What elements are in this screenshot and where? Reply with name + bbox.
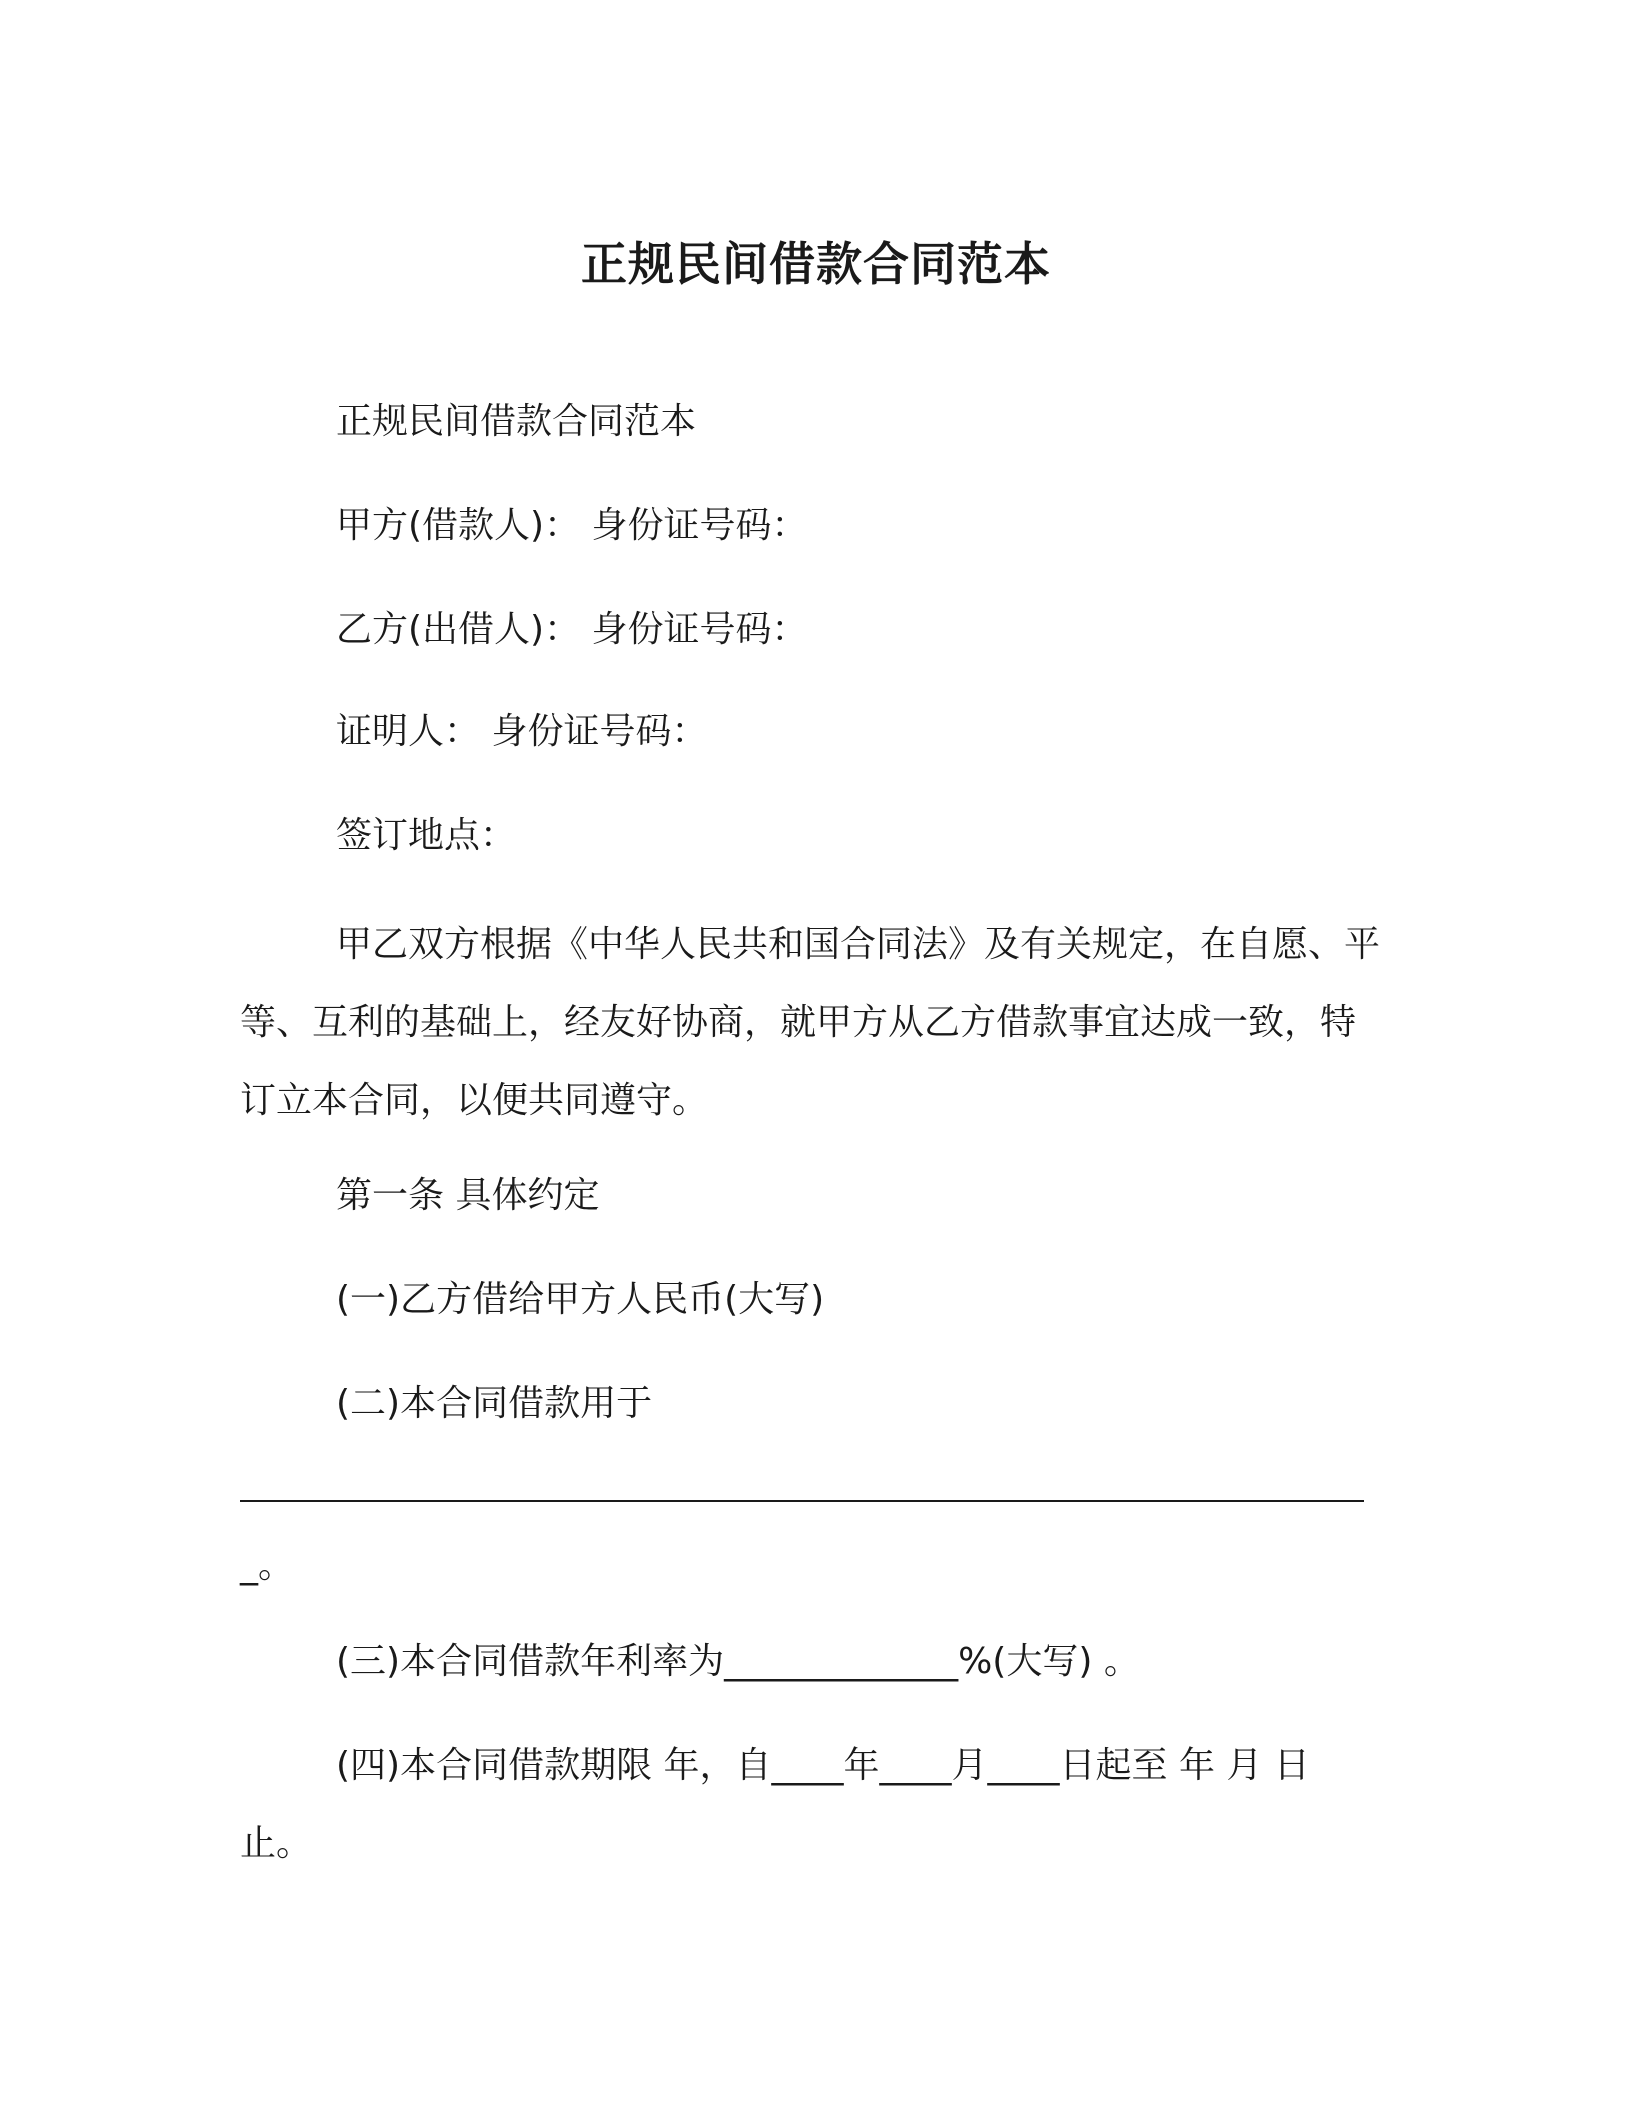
clause-3: (三)本合同借款年利率为_____________%(大写) 。 (336, 1641, 1140, 1682)
document-subtitle: 正规民间借款合同范本 (336, 401, 697, 442)
article-1-heading: 第一条 具体约定 (336, 1175, 600, 1216)
preamble-paragraph: 甲乙双方根据《中华人民共和国合同法》及有关规定，在自愿、平等、互利的基础上，经友好协商，就甲方从乙方借款事宜达成一致，特订立本合同，以便共同遵守。 (240, 924, 1381, 1121)
witness-line: 证明人： 身份证号码： (336, 711, 708, 752)
clause-4-line-1: (四)本合同借款期限 年，自____年____月____日起至 年 月 日 (336, 1745, 1310, 1786)
clause-4-line-2: 止。 (240, 1823, 313, 1864)
party-b-line: 乙方(出借人)： 身份证号码： (336, 609, 808, 650)
signing-place-line: 签订地点： (336, 815, 517, 856)
blank-fill-line (240, 1500, 1364, 1502)
party-a-line: 甲方(借款人)： 身份证号码： (336, 505, 808, 546)
clause-2: (二)本合同借款用于 (336, 1383, 653, 1424)
clause-1: (一)乙方借给甲方人民币(大写) (336, 1279, 825, 1320)
page-title: 正规民间借款合同范本 (581, 237, 1051, 291)
clause-2-end: _。 (240, 1545, 295, 1586)
